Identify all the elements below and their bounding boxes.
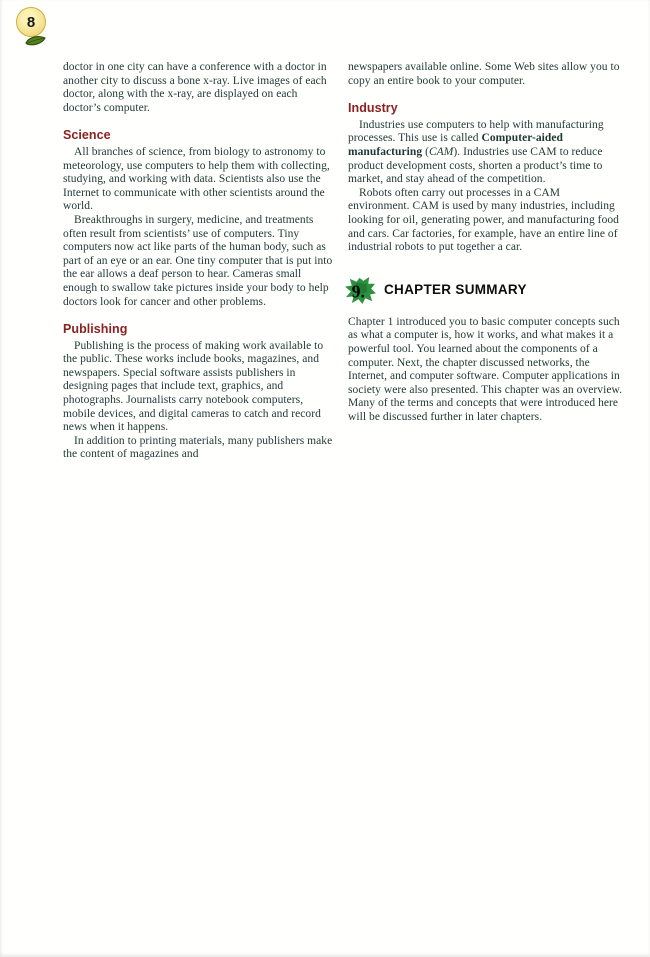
science-paragraph-2: Breakthroughs in surgery, medicine, and treatments often result from scientists’ use of computers. Tiny computers now act like parts of the human body, such as part of an eye or an ear. One tiny computer that is put into the ear allows a deaf person to hear. Cameras small enough to swallow take pictures inside your body to help doctors look for cancer and other problems.: [63, 213, 333, 308]
publishing-heading: Publishing: [63, 322, 128, 337]
industry-p1-seg3: (: [422, 145, 429, 158]
industry-p1-seg5: ). Industries use CAM to reduce product development costs, shorten a product’s time to market, and stay ahead of the competition.: [348, 145, 603, 186]
splat-number: 9.: [351, 280, 365, 301]
cam-abbreviation: CAM: [428, 145, 454, 158]
continued-paragraph-right: newspapers available online. Some Web sites allow you to copy an entire book to your computer.: [348, 61, 620, 87]
left-column: [63, 61, 335, 462]
continued-paragraph-left: doctor in one city can have a conference with a doctor in another city to discuss a bone x-ray. Live images of each doctor, along with the x-ray, are displayed on each doctor’s computer.: [63, 61, 327, 114]
science-heading: Science: [63, 128, 111, 143]
chapter-summary-heading: CHAPTER SUMMARY: [384, 282, 527, 298]
chapter-summary-paragraph: Chapter 1 introduced you to basic computer concepts such as what a computer is, how it works, and what makes it a powerful tool. You learned about the components of a computer. Next, the chapter discussed networks, the Internet, and computer software. Computer applications in society were also presented. This chapter was an overview. Many of the terms and concepts that were introduced here will be discussed further in later chapters.: [348, 315, 623, 423]
industry-paragraph-1: [348, 119, 624, 187]
publishing-paragraph-1: Publishing is the process of making work available to the public. These works include books, magazines, and newspapers. Special software assists publishers in designing pages that include text, graphics, and photographs. Journalists carry notebook computers, mobile devices, and digital cameras to catch and record news when it happens.: [63, 339, 324, 434]
page-number-badge: [15, 6, 57, 48]
right-column: [348, 61, 624, 424]
green-paint-splat-icon: [344, 276, 377, 305]
industry-heading: Industry: [348, 101, 398, 116]
science-paragraph-1: All branches of science, from biology to astronomy to meteorology, use computers to help them with collecting, studying, and working with data. Scientists also use the Internet to communicate with other scientists around the world.: [63, 145, 330, 213]
cam-bold-term: Computer-aided manufacturing: [348, 132, 563, 158]
chapter-summary-header: [344, 276, 624, 305]
industry-p1-seg1: Industries use computers to help with manufacturing processes. This use is called: [348, 118, 604, 145]
leaf-icon: [24, 31, 48, 47]
page-number: 8: [26, 13, 36, 31]
industry-paragraph-2: Robots often carry out processes in a CAM environment. CAM is used by many industries, including looking for oil, generating power, and manufacturing food and cars. Car factories, for example, have an entire line of industrial robots to put together a car.: [348, 186, 619, 254]
publishing-paragraph-2: In addition to printing materials, many publishers make the content of magazines and: [63, 434, 333, 461]
